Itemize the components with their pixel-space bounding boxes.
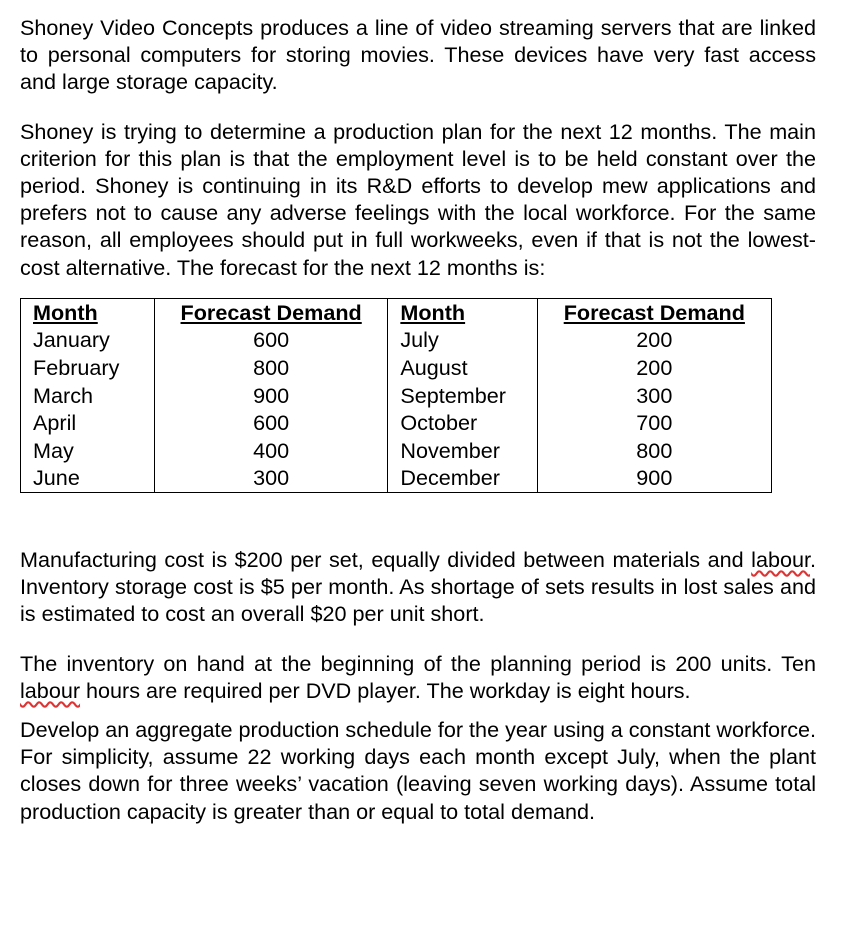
table-row [21,326,772,354]
table-row [21,382,772,410]
month-cell: December [388,464,537,492]
forecast-cell: 900 [537,464,771,492]
production-plan-paragraph: Shoney is trying to determine a production plan for the next 12 months. The main criterion for this plan is that the employment level is to be held constant over the period. Shoney is continuing in its R&D efforts to develop mew applications and prefers not to cause any adverse feelings with the local workforce. For the same reason, all employees should put in full workweeks, even if that is not the lowest-cost alternative. The forecast for the next 12 months is: [20,118,816,280]
month-cell: June [21,464,155,492]
forecast-cell: 600 [154,409,387,437]
table-row [21,437,772,465]
forecast-cell: 200 [537,354,771,382]
forecast-cell: 800 [537,437,771,465]
forecast-cell: 900 [154,382,387,410]
month-cell: August [388,354,537,382]
forecast-cell: 300 [154,464,387,492]
month-cell: November [388,437,537,465]
inventory-text-part-2: hours are required per DVD player. The workday is eight hours. [80,677,691,703]
table-spacer [20,493,816,546]
cost-paragraph [20,546,816,628]
header-forecast-demand-2: Forecast Demand [537,298,771,326]
month-cell: January [21,326,155,354]
cost-text-part-2: . Inventory storage cost is $5 per month. As shortage of sets results in lost sales and is estimated to cost an overall $20 per unit short. [20,546,816,627]
header-month-2: Month [388,298,537,326]
document-page [20,14,816,825]
forecast-cell: 600 [154,326,387,354]
task-paragraph: Develop an aggregate production schedule for the year using a constant workforce. For simplicity, assume 22 working days each month except July, when the plant closes down for three weeks’ vacation (leaving seven working days). Assume total production capacity is greater than or equal to total demand. [20,717,816,824]
month-cell: July [388,326,537,354]
forecast-cell: 400 [154,437,387,465]
inventory-paragraph [20,650,816,704]
month-cell: February [21,354,155,382]
intro-paragraph: Shoney Video Concepts produces a line of video streaming servers that are linked to personal computers for storing movies. These devices have very fast access and large storage capacity. [20,15,816,95]
header-forecast-demand-1: Forecast Demand [154,298,387,326]
month-cell: September [388,382,537,410]
table-header-row [21,298,772,326]
table-row [21,409,772,437]
spellcheck-word-labour[interactable]: labour [20,677,81,703]
forecast-cell: 700 [537,409,771,437]
month-cell: March [21,382,155,410]
month-cell: May [21,437,155,465]
header-month-1: Month [21,298,155,326]
forecast-demand-table [20,298,772,493]
cost-text-part-1: Manufacturing cost is $200 per set, equally divided between materials and [20,546,752,572]
spellcheck-word-labour[interactable]: labour [751,546,810,572]
month-cell: April [21,409,155,437]
table-row [21,354,772,382]
forecast-cell: 300 [537,382,771,410]
month-cell: October [388,409,537,437]
table-row [21,464,772,492]
forecast-cell: 200 [537,326,771,354]
inventory-text-part-1: The inventory on hand at the beginning of the planning period is 200 units. Ten [20,650,816,676]
forecast-cell: 800 [154,354,387,382]
